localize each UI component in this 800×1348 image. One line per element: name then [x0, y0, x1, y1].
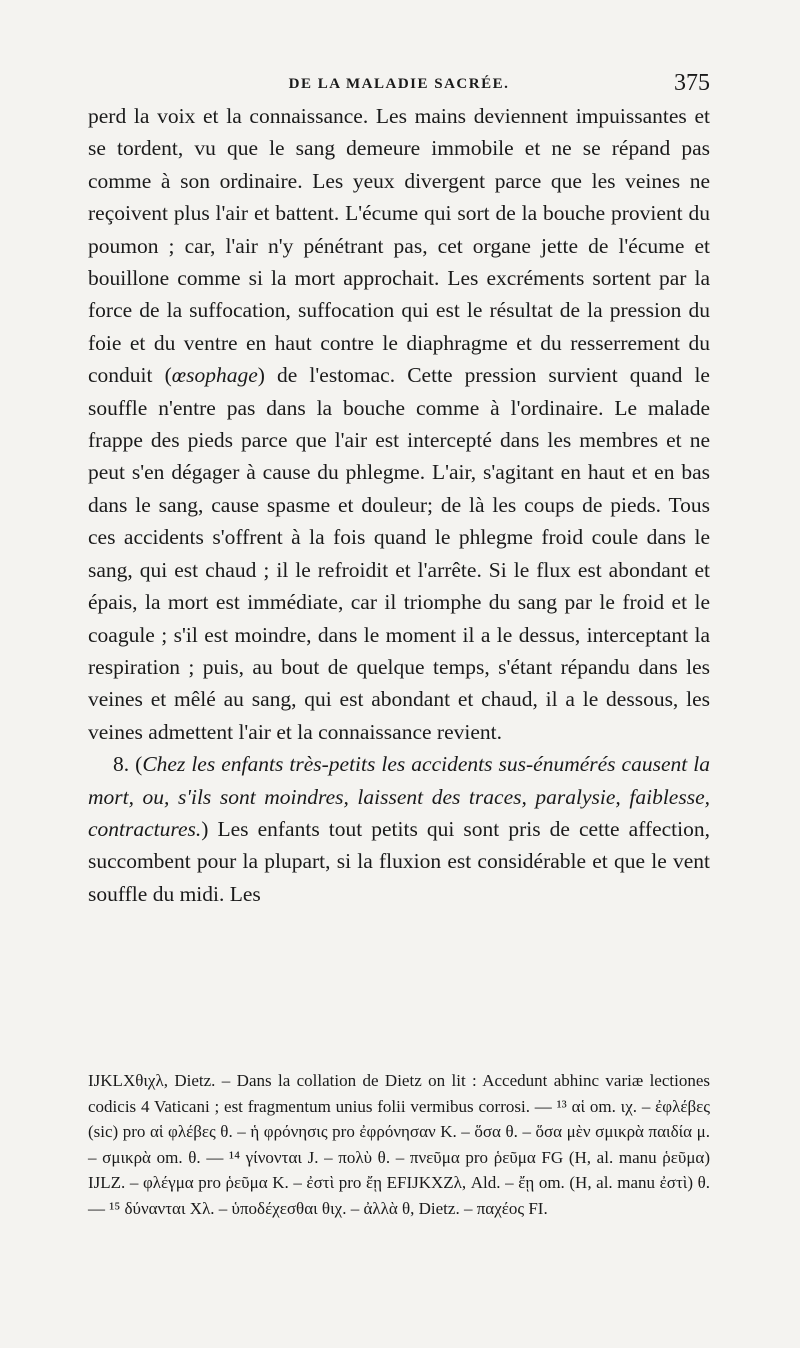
page-header [88, 70, 710, 102]
main-text [88, 100, 710, 910]
apparatus-text: IJKLXθιχλ, Dietz. – Dans la collation de Dietz on lit : Accedunt abhinc variæ lectiones codicis 4 Vaticani ; est fragmentum unius folii vermibus corrosi. — ¹³ αἱ om. ιχ. – ἐφλέβες (sic) pro αἱ φλέβες θ. – ἡ φρόνησις pro ἐφρόνησαν K. – ὅσα θ. – ὅσα μὲν σμικρὰ παιδία μ. – σμικρὰ om. θ. — ¹⁴ γίνονται J. – πολὺ θ. – πνεῦμα pro ῥεῦμα FG (H, al. manu ῥεῦμα) IJLZ. – φλέγμα pro ῥεῦμα K. – ἐστὶ pro ἔῃ EFIJKXZλ, Ald. – ἔῃ om. (H, al. manu ἐστὶ) θ. — ¹⁵ δύνανται Xλ. – ὑποδέχεσθαι θιχ. – ἀλλὰ θ, Dietz. – παχέος FI. [88, 1071, 710, 1218]
critical-apparatus [88, 1068, 710, 1221]
running-title: DE LA MALADIE SACRÉE. [288, 76, 510, 92]
paragraph-section-8: 8. (Chez les enfants très-petits les accidents sus-énumérés causent la mort, ou, s'ils sont moindres, laissent des traces, paralysie, faiblesse, contractures.) Les enfants tout petits qui sont pris de cette affection, succombent pour la plupart, si la fluxion est considérable et que le vent souffle du midi. Les [88, 752, 711, 906]
page-number: 375 [674, 70, 710, 96]
section-summary: Chez les enfants très-petits les accidents sus-énumérés causent la mort, ou, s'ils sont moindres, laissent des traces, paralysie, faiblesse, contractures. [88, 752, 710, 841]
section-number: 8. [113, 752, 130, 777]
paragraph-1-text: perd la voix et la connaissance. Les mains deviennent impuissantes et se tordent, vu que le sang demeure immobile et ne se répand pas comme à son ordinaire. Les yeux divergent parce que les veines ne reçoivent plus l'air et battent. L'écume qui sort de la bouche provient du poumon ; car, l'air n'y pénétrant pas, cet organe jette de l'écume et bouillone comme si la mort approchait. Les excréments sortent par la force de la suffocation, suffocation qui est le résultat de la pression du foie et du ventre en haut contre le diaphragme et du resserrement du conduit [88, 104, 710, 388]
paragraph-1-parenthetical: œsophage [171, 363, 258, 388]
paragraph-1: perd la voix et la connaissance. Les mains deviennent impuissantes et se tordent, vu que le sang demeure immobile et ne se répand pas comme à son ordinaire. Les yeux divergent parce que les veines ne reçoivent plus l'air et battent. L'écume qui sort de la bouche provient du poumon ; car, l'air n'y pénétrant pas, cet organe jette de l'écume et bouillone comme si la mort approchait. Les excréments sortent par la force de la suffocation, suffocation qui est le résultat de la pression du foie et du ventre en haut contre le diaphragme et du resserrement du conduit (œsophage) de l'estomac. Cette pression survient quand le souffle n'entre pas dans la bouche comme à l'ordinaire. Le malade frappe des pieds parce que l'air est intercepté dans les membres et ne peut s'en dégager à cause du phlegme. L'air, s'agitant en haut et en bas dans le sang, cause spasme et douleur; de là les coups de pieds. Tous ces accidents s'offrent à la fois quand le phlegme froid coule dans le sang, qui est chaud ; il le refroidit et l'arrête. Si le flux est abondant et épais, la mort est immédiate, car il triomphe du sang par le froid et le coagule ; s'il est moindre, dans le moment il a le dessus, interceptant la respiration ; puis, au bout de quelque temps, s'étant répandu dans les veines et mêlé au sang, qui est abondant et chaud, il a le dessous, les veines admettent l'air et la connaissance revient. [88, 104, 710, 744]
paragraph-1-continued: de l'estomac. Cette pression survient quand le souffle n'entre pas dans la bouche comme à l'ordinaire. Le malade frappe des pieds parce que l'air est intercepté dans les membres et ne peut s'en dégager à cause du phlegme. L'air, s'agitant en haut et en bas dans le sang, cause spasme et douleur; de là les coups de pieds. Tous ces accidents s'offrent à la fois quand le phlegme froid coule dans le sang, qui est chaud ; il le refroidit et l'arrête. Si le flux est abondant et épais, la mort est immédiate, car il triomphe du sang par le froid et le coagule ; s'il est moindre, dans le moment il a le dessus, interceptant la respiration ; puis, au bout de quelque temps, s'étant répandu dans les veines et mêlé au sang, qui est abondant et chaud, il a le dessous, les veines admettent l'air et la connaissance revient. [88, 363, 710, 744]
section-text: Les enfants tout petits qui sont pris de cette affection, succombent pour la plupart, si la fluxion est considérable et que le vent souffle du midi. Les [88, 816, 711, 906]
